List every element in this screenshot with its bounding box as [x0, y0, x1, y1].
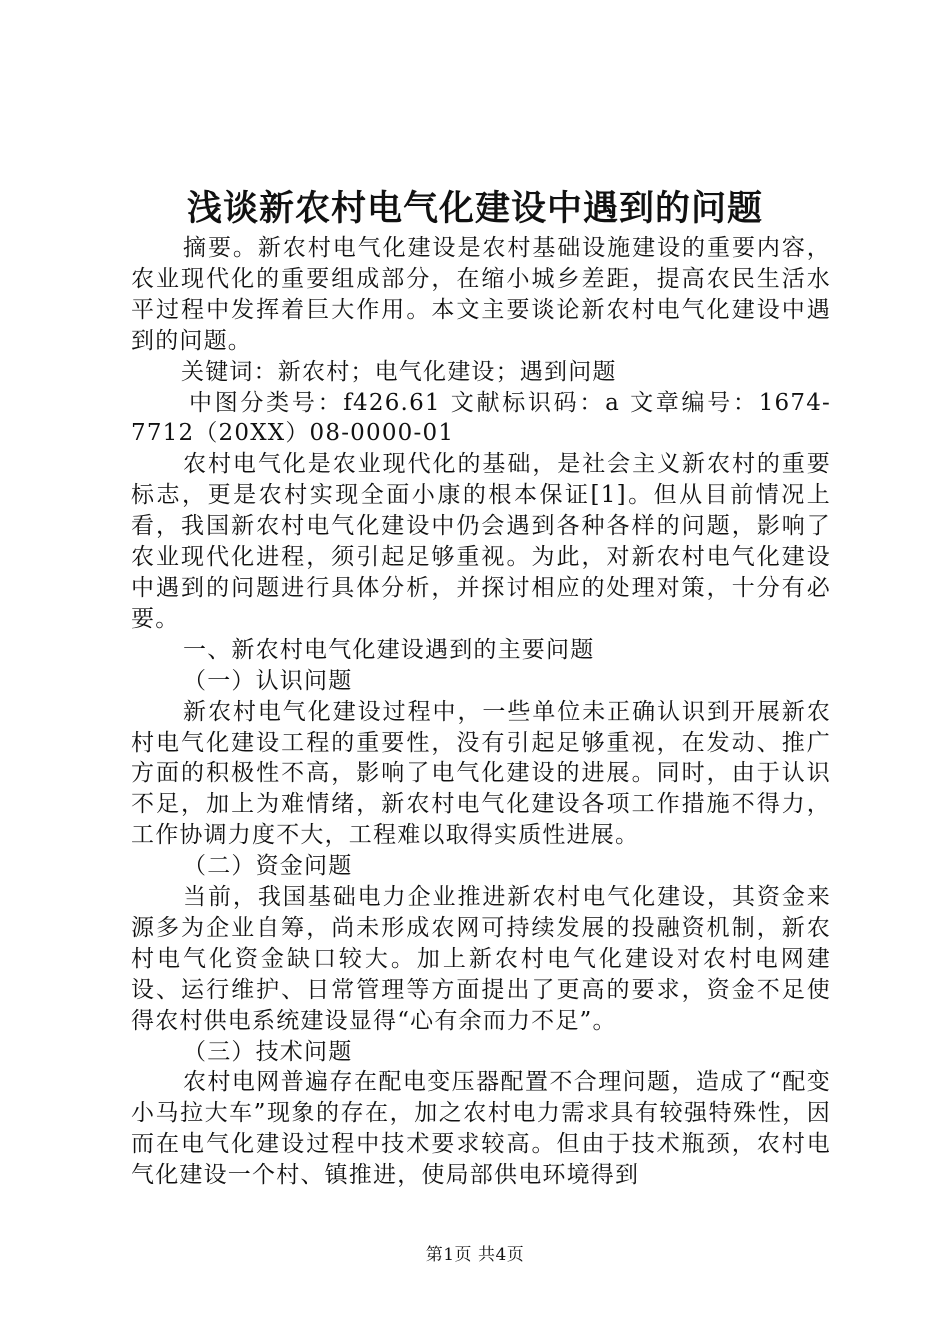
page-footer: 第1页 共4页 — [425, 1245, 525, 1265]
awareness-paragraph: 新农村电气化建设过程中，一些单位未正确认识到开展新农村电气化建设工程的重要性，没有引起足够重视，在发动、推广方面的积极性不高，影响了电气化建设的进展。同时，由于认识不足，加上为难情绪，新农村电气化建设各项工作措施不得力，工作协调力度不大，工程难以取得实质性进展。 — [131, 698, 831, 849]
subsection-heading-awareness: （一）认识问题 — [183, 667, 353, 694]
subsection-heading-funding: （二）资金问题 — [183, 853, 353, 880]
keywords-line: 关键词：新农村；电气化建设；遇到问题 — [181, 358, 617, 385]
document-title: 浅谈新农村电气化建设中遇到的问题 — [186, 188, 763, 229]
technology-paragraph: 农村电网普遍存在配电变压器配置不合理问题，造成了“配变小马拉大车”现象的存在，加之农村电力需求具有较强特殊性，因而在电气化建设过程中技术要求较高。但由于技术瓶颈，农村电气化建设一个村、镇推进，使局部供电环境得到 — [131, 1069, 831, 1189]
abstract-paragraph: 摘要。新农村电气化建设是农村基础设施建设的重要内容，农业现代化的重要组成部分，在缩小城乡差距，提高农民生活水平过程中发挥着巨大作用。本文主要谈论新农村电气化建设中遇到的问题。 — [131, 235, 831, 354]
subsection-heading-technology: （三）技术问题 — [183, 1038, 353, 1065]
classification-line: 中图分类号：f426.61 文献标识码：a 文章编号：1674-7712（20XX）08-0000-01 — [131, 389, 831, 447]
section-heading-main-problems: 一、新农村电气化建设遇到的主要问题 — [183, 636, 595, 663]
intro-paragraph: 农村电气化是农业现代化的基础，是社会主义新农村的重要标志，更是农村实现全面小康的根本保证[1]。但从目前情况上看，我国新农村电气化建设中仍会遇到各种各样的问题，影响了农业现代化进程，须引起足够重视。为此，对新农村电气化建设中遇到的问题进行具体分析，并探讨相应的处理对策，十分有必要。 — [131, 451, 831, 632]
funding-paragraph: 当前，我国基础电力企业推进新农村电气化建设，其资金来源多为企业自筹，尚未形成农网可持续发展的投融资机制，新农村电气化资金缺口较大。加上新农村电气化建设对农村电网建设、运行维护、日常管理等方面提出了更高的要求，资金不足使得农村供电系统建设显得“心有余而力不足”。 — [131, 884, 831, 1034]
document-body — [131, 233, 831, 1191]
